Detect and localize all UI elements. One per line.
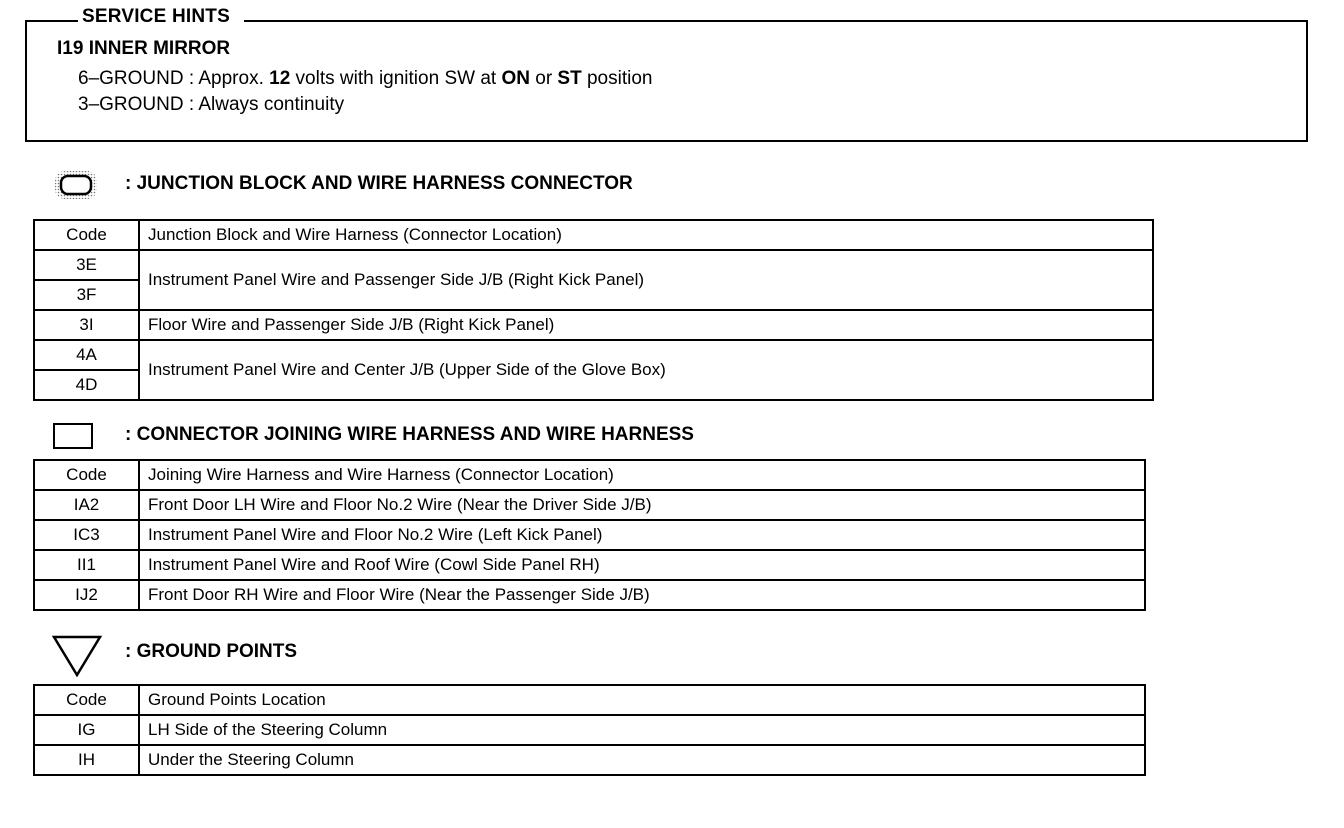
connector-icon: [53, 423, 93, 449]
code-cell: 4D: [34, 370, 139, 400]
code-cell: 4A: [34, 340, 139, 370]
table-row: [34, 520, 1145, 550]
location-cell: Instrument Panel Wire and Passenger Side J/B (Right Kick Panel): [139, 250, 1153, 310]
table-row: [34, 310, 1153, 340]
hint-line-1-suffix: position: [581, 68, 653, 89]
code-cell: IH: [34, 745, 139, 775]
location-cell: Instrument Panel Wire and Floor No.2 Wire (Left Kick Panel): [139, 520, 1145, 550]
table-row: [34, 340, 1153, 370]
code-cell: 3E: [34, 250, 139, 280]
service-hint-line-1: [78, 67, 652, 91]
table-header-row: [34, 460, 1145, 490]
location-header: Joining Wire Harness and Wire Harness (Connector Location): [139, 460, 1145, 490]
code-cell: IJ2: [34, 580, 139, 610]
table-row: [34, 550, 1145, 580]
connector-table: [33, 459, 1146, 611]
junction-section-title: : JUNCTION BLOCK AND WIRE HARNESS CONNECTOR: [125, 173, 633, 194]
service-hint-heading: I19 INNER MIRROR: [57, 38, 231, 59]
code-header: Code: [34, 685, 139, 715]
table-row: [34, 580, 1145, 610]
junction-table: [33, 219, 1154, 401]
hint-voltage-value: 12: [269, 68, 291, 89]
location-cell: Instrument Panel Wire and Center J/B (Upper Side of the Glove Box): [139, 340, 1153, 400]
table-row: [34, 490, 1145, 520]
table-row: [34, 250, 1153, 280]
table-row: [34, 745, 1145, 775]
code-header: Code: [34, 460, 139, 490]
location-header: Ground Points Location: [139, 685, 1145, 715]
location-cell: Floor Wire and Passenger Side J/B (Right Kick Panel): [139, 310, 1153, 340]
junction-block-icon: [54, 170, 98, 200]
code-cell: II1: [34, 550, 139, 580]
code-cell: 3F: [34, 280, 139, 310]
service-hints-title: SERVICE HINTS: [78, 5, 244, 29]
location-cell: Front Door RH Wire and Floor Wire (Near the Passenger Side J/B): [139, 580, 1145, 610]
location-header: Junction Block and Wire Harness (Connector Location): [139, 220, 1153, 250]
location-cell: LH Side of the Steering Column: [139, 715, 1145, 745]
hint-st-position: ST: [557, 68, 582, 89]
table-header-row: [34, 220, 1153, 250]
location-cell: Under the Steering Column: [139, 745, 1145, 775]
code-cell: 3I: [34, 310, 139, 340]
table-header-row: [34, 685, 1145, 715]
code-header: Code: [34, 220, 139, 250]
location-cell: Front Door LH Wire and Floor No.2 Wire (Near the Driver Side J/B): [139, 490, 1145, 520]
connector-section-title: : CONNECTOR JOINING WIRE HARNESS AND WIRE HARNESS: [125, 424, 694, 445]
code-cell: IC3: [34, 520, 139, 550]
table-row: [34, 715, 1145, 745]
location-cell: Instrument Panel Wire and Roof Wire (Cowl Side Panel RH): [139, 550, 1145, 580]
code-cell: IA2: [34, 490, 139, 520]
hint-line-1-prefix: 6–GROUND : Approx.: [78, 68, 270, 89]
ground-point-icon: [51, 634, 103, 678]
service-hint-line-2: 3–GROUND : Always continuity: [78, 94, 345, 115]
hint-on-position: ON: [501, 68, 530, 89]
ground-table: [33, 684, 1146, 776]
hint-line-1-mid1: volts with ignition SW at: [290, 68, 502, 89]
ground-section-title: : GROUND POINTS: [125, 641, 298, 662]
code-cell: IG: [34, 715, 139, 745]
hint-line-1-mid2: or: [529, 68, 558, 89]
